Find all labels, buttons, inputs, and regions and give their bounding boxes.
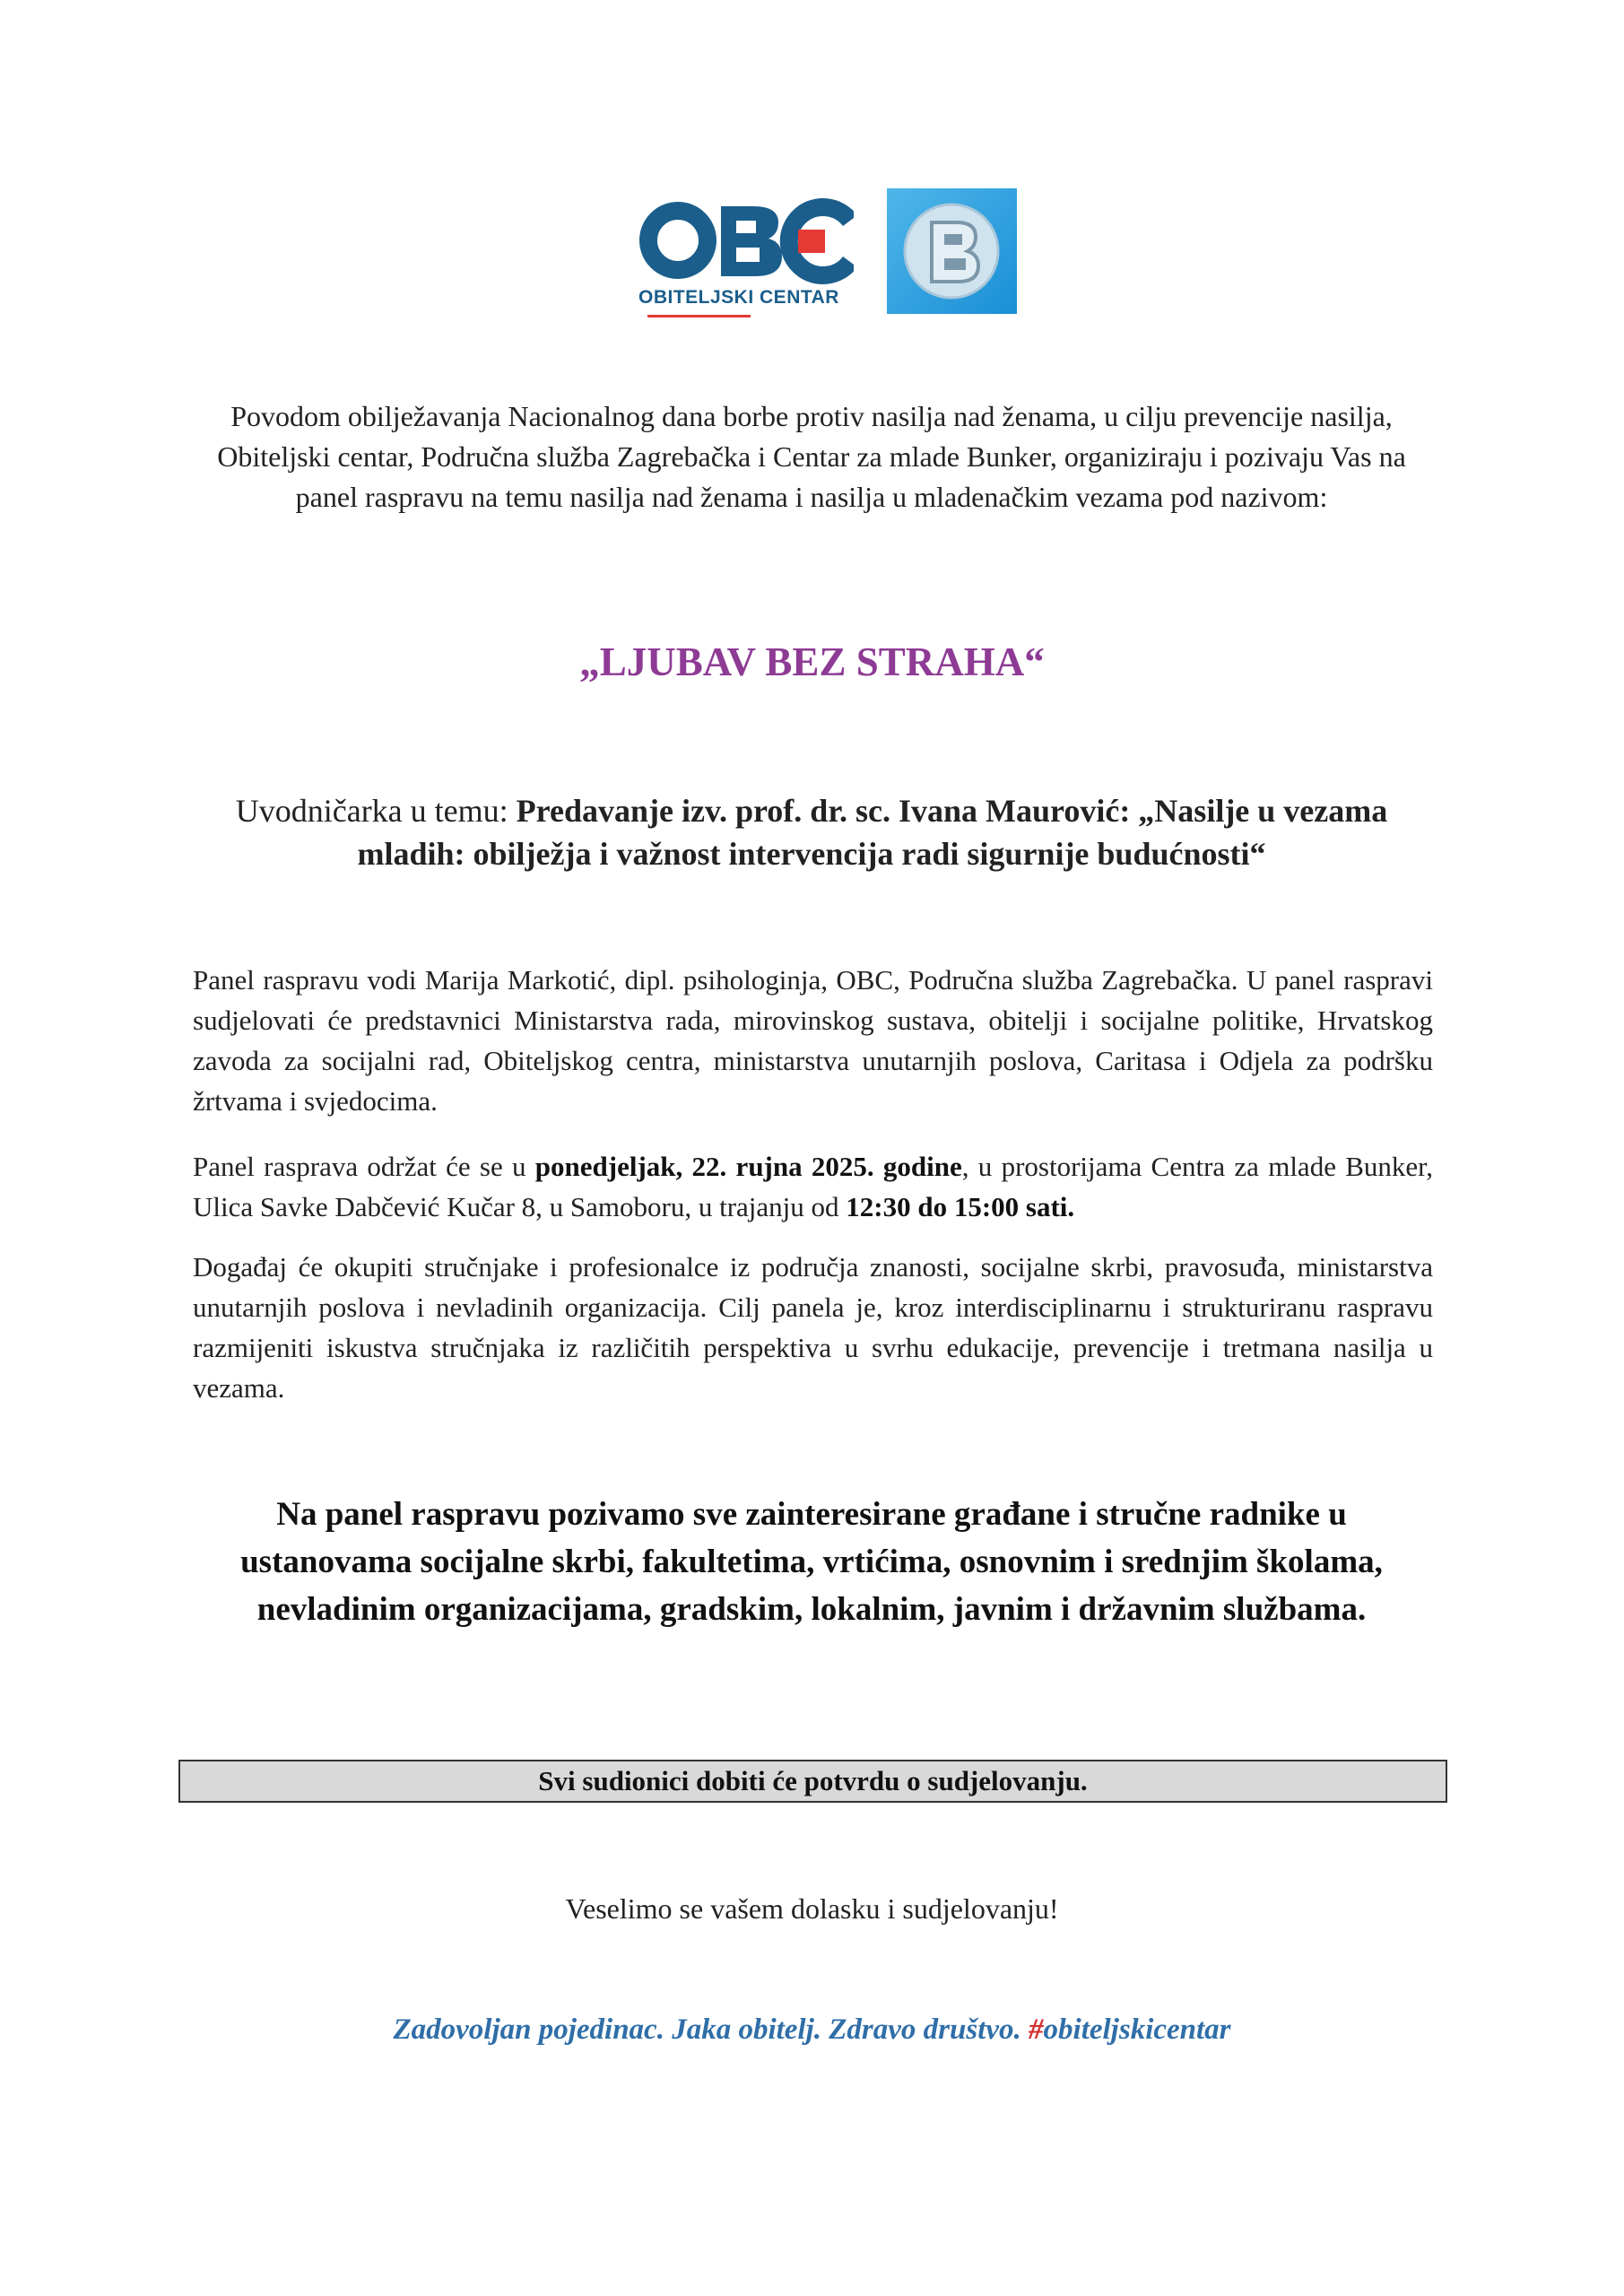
date-location-paragraph [193,1146,1433,1227]
invitation-paragraph: Na panel raspravu pozivamo sve zainteresirane građane i stručne radnike u ustanovama socijalne skrbi, fakultetima, vrtićima, osnovnim i srednjim školama, nevladinim organizacijama, gradskim, lokalnim, javnim i državnim službama. [240,1496,1383,1628]
closing-line: Veselimo se vašem dolasku i sudjelovanju! [565,1892,1059,1925]
slogan-main: Zadovoljan pojedinac. Jaka obitelj. Zdravo društvo. [393,2013,1029,2046]
bunker-logo [887,188,1017,314]
event-title: „LJUBAV BEZ STRAHA“ [579,639,1045,684]
date-intro-text: Panel rasprava održat će se u [193,1151,535,1182]
hashtag-symbol: # [1029,2013,1044,2046]
obc-letters-graphic [638,194,854,292]
intro-paragraph: Povodom obilježavanja Nacionalnog dana borbe protiv nasilja nad ženama, u cilju prevencije nasilja, Obiteljski centar, Područna služba Zagrebačka i Centar za mlade Bunker, organiziraju i pozivaju Vas na panel raspravu na temu nasilja nad ženama i nasilja u mladenačkim vezama pod nazivom: [217,400,1406,513]
obc-underline [647,315,751,317]
lecture-intro [193,789,1430,875]
hashtag-link[interactable]: obiteljskicentar [1043,2013,1231,2046]
lecture-prefix: Uvodničarka u temu: [235,793,517,829]
goals-paragraph: Događaj će okupiti stručnjake i profesionalce iz područja znanosti, socijalne skrbi, pravosuđa, ministarstva unutarnjih poslova i nevladinih organizacija. Cilj panela je, kroz interdisciplinarnu i strukturiranu raspravu razmijeniti iskustva stručnjaka iz različitih perspektiva u svrhu edukacije, prevencije i tretmana nasilja u vezama. [193,1251,1433,1404]
event-time: 12:30 do 15:00 sati. [846,1191,1075,1222]
lecture-title: Predavanje izv. prof. dr. sc. Ivana Maurović: „Nasilje u vezama mladih: obilježja i važnost intervencija radi sigurnije budućnosti“ [357,793,1388,872]
obc-logo [638,194,854,328]
logo-header [0,188,1624,323]
obc-caption: OBITELJSKI CENTAR [638,287,839,308]
event-date: ponedjeljak, 22. rujna 2025. godine [534,1151,962,1182]
location-text: , u prostorijama Centra za mlade Bunker, Ulica Savke Dabčević Kučar 8, u Samoboru, u trajanju od [193,1151,1433,1222]
moderator-paragraph: Panel raspravu vodi Marija Markotić, dipl. psihologinja, OBC, Područna služba Zagrebačka. U panel raspravi sudjelovati će predstavnici Ministarstva rada, mirovinskog sustava, obitelji i socijalne politike, Hrvatskog zavoda za socijalni rad, Obiteljskog centra, ministarstva unutarnjih poslova, Caritasa i Odjela za podršku žrtvama i svjedocima. [193,964,1433,1117]
slogan [0,2013,1624,2047]
certificate-notice-box: Svi sudionici dobiti će potvrdu o sudjelovanju. [178,1760,1447,1803]
